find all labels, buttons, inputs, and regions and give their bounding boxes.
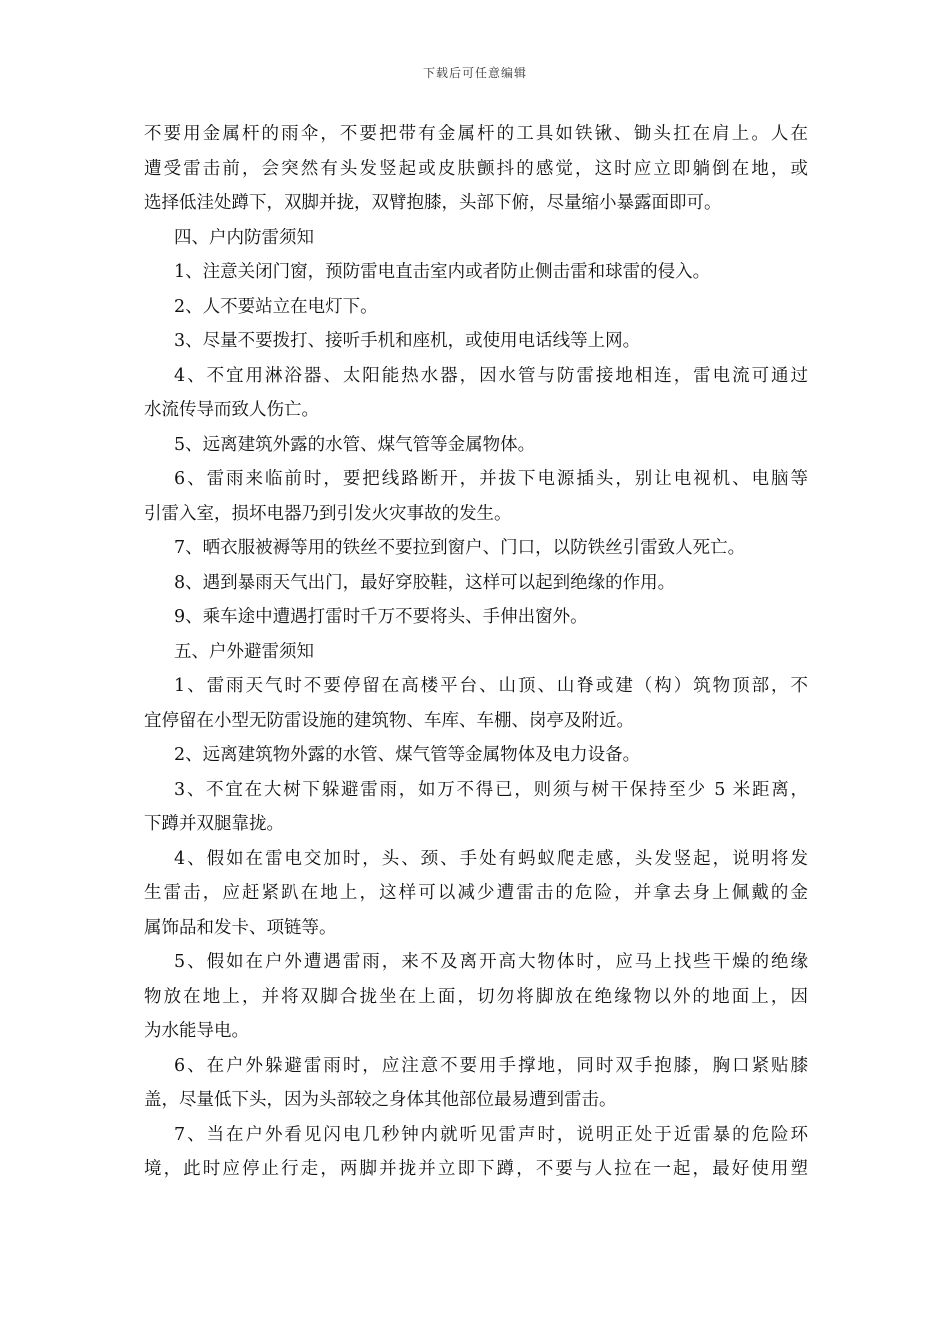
text-line: 不要用金属杆的雨伞，不要把带有金属杆的工具如铁锹、锄头扛在肩上。人在 <box>144 124 808 144</box>
list-item: 3、尽量不要拨打、接听手机和座机，或使用电话线等上网。 <box>174 331 641 351</box>
document-body <box>144 117 808 1187</box>
text-line: 生雷击，应赶紧趴在地上，这样可以减少遭雷击的危险，并拿去身上佩戴的金 <box>144 883 808 903</box>
section-heading-outdoor: 五、户外避雷须知 <box>174 641 314 662</box>
text-line: 选择低洼处蹲下，双脚并拢，双臂抱膝，头部下俯，尽量缩小暴露面即可。 <box>144 193 722 213</box>
list-item: 7、晒衣服被褥等用的铁丝不要拉到窗户、门口，以防铁丝引雷致人死亡。 <box>174 538 746 558</box>
list-item: 1、雷雨天气时不要停留在高楼平台、山顶、山脊或建（构）筑物顶部，不 <box>174 676 808 696</box>
list-item: 2、远离建筑物外露的水管、煤气管等金属物体及电力设备。 <box>174 745 641 765</box>
list-item: 4、假如在雷电交加时，头、颈、手处有蚂蚁爬走感，头发竖起，说明将发 <box>174 848 808 869</box>
list-item: 7、当在户外看见闪电几秒钟内就听见雷声时，说明正处于近雷暴的危险环 <box>174 1124 808 1145</box>
list-item: 6、雷雨来临前时，要把线路断开，并拔下电源插头，别让电视机、电脑等 <box>174 469 808 489</box>
list-item: 1、注意关闭门窗，预防雷电直击室内或者防止侧击雷和球雷的侵入。 <box>174 262 711 282</box>
text-line: 宜停留在小型无防雷设施的建筑物、车库、车棚、岗亭及附近。 <box>144 710 634 731</box>
text-line: 盖，尽量低下头，因为头部较之身体其他部位最易遭到雷击。 <box>144 1090 617 1110</box>
text-line: 物放在地上，并将双脚合拢坐在上面，切勿将脚放在绝缘物以外的地面上，因 <box>144 986 808 1007</box>
list-item: 5、远离建筑外露的水管、煤气管等金属物体。 <box>174 434 536 455</box>
list-item: 2、人不要站立在电灯下。 <box>174 296 378 317</box>
text-line: 下蹲并双腿靠拢。 <box>144 814 284 834</box>
section-heading-indoor: 四、户内防雷须知 <box>174 227 314 248</box>
list-item: 9、乘车途中遭遇打雷时千万不要将头、手伸出窗外。 <box>174 607 588 627</box>
list-item: 3、不宜在大树下躲避雷雨，如万不得已，则须与树干保持至少 5 米距离， <box>174 779 808 800</box>
list-item: 4、不宜用淋浴器、太阳能热水器，因水管与防雷接地相连，雷电流可通过 <box>174 365 808 386</box>
text-line: 属饰品和发卡、项链等。 <box>144 917 337 938</box>
text-line: 引雷入室，损坏电器乃到引发火灾事故的发生。 <box>144 503 512 524</box>
text-line: 境，此时应停止行走，两脚并拢并立即下蹲，不要与人拉在一起，最好使用塑 <box>144 1159 808 1179</box>
list-item: 8、遇到暴雨天气出门，最好穿胶鞋，这样可以起到绝缘的作用。 <box>174 572 676 593</box>
text-line: 水流传导而致人伤亡。 <box>144 400 319 420</box>
page-header: 下载后可任意编辑 <box>422 66 527 80</box>
text-line: 遭受雷击前，会突然有头发竖起或皮肤颤抖的感觉，这时应立即躺倒在地，或 <box>144 158 808 179</box>
list-item: 6、在户外躲避雷雨时，应注意不要用手撑地，同时双手抱膝，胸口紧贴膝 <box>174 1055 808 1076</box>
text-line: 为水能导电。 <box>144 1021 249 1041</box>
list-item: 5、假如在户外遭遇雷雨，来不及离开高大物体时，应马上找些干燥的绝缘 <box>174 952 808 972</box>
